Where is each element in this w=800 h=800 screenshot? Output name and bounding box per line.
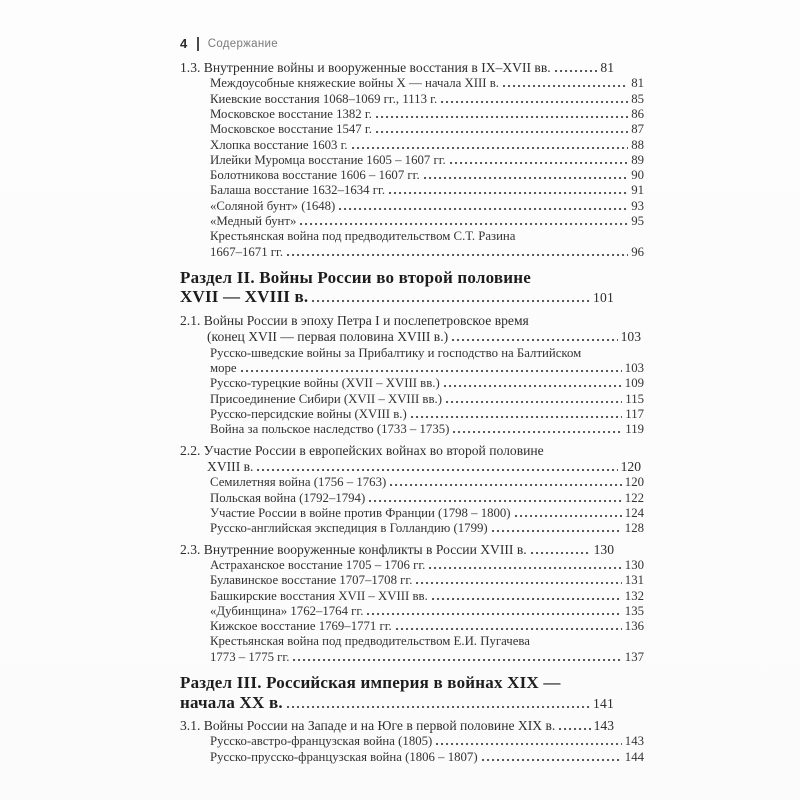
toc-entry-text: 2.3. Внутренние вооруженные конфликты в России XVIII в.	[180, 541, 527, 557]
dot-leader	[453, 431, 622, 433]
toc-page-number: 117	[625, 406, 644, 421]
toc-page-number: 103	[620, 329, 641, 345]
toc-row	[180, 183, 644, 198]
dot-leader	[352, 147, 629, 149]
dot-leader	[312, 300, 590, 302]
toc-entry-text: Русско-австро-французская война (1805)	[210, 734, 433, 749]
toc-page-number: 89	[631, 152, 644, 167]
toc-row	[180, 287, 614, 308]
toc-row	[180, 153, 644, 168]
toc-page-number: 135	[624, 603, 644, 618]
toc-row	[180, 92, 644, 107]
toc-page-number: 130	[624, 557, 644, 572]
toc-row	[180, 491, 644, 506]
toc-row	[180, 392, 644, 407]
dot-leader	[416, 582, 621, 584]
toc-entry-text: Польская война (1792–1794)	[210, 490, 366, 505]
toc-entry-text: 1667–1671 гг.	[210, 244, 284, 259]
dot-leader	[287, 706, 590, 708]
toc-page-number: 122	[624, 490, 644, 505]
toc-row	[180, 138, 644, 153]
toc-row	[180, 361, 644, 376]
dot-leader	[531, 552, 591, 554]
dot-leader	[436, 743, 622, 745]
toc-page-number: 88	[631, 137, 644, 152]
toc-row	[180, 734, 644, 749]
toc-entry-text: Война за польское наследство (1733 – 1735)	[210, 422, 450, 437]
toc-page-number: 130	[593, 541, 614, 557]
toc-row	[180, 573, 644, 588]
dot-leader	[367, 613, 621, 615]
dot-leader	[446, 401, 622, 403]
dot-leader	[369, 500, 622, 502]
toc-page-number: 136	[624, 619, 644, 634]
dot-leader	[257, 469, 617, 471]
toc-entry-text: Московское восстание 1382 г.	[210, 107, 372, 121]
toc-row	[180, 542, 614, 558]
running-head-page-number: 4	[180, 36, 188, 51]
toc-page-number: 109	[624, 376, 644, 391]
toc-row	[180, 619, 644, 634]
toc-page-number: 120	[620, 458, 641, 474]
toc-entry-text: Участие России в войне против Франции (1798 – 1800)	[210, 505, 511, 520]
dot-leader	[287, 254, 628, 256]
toc-page-number: 81	[631, 76, 644, 91]
toc-page-number: 143	[593, 718, 614, 734]
toc-entry-text: «Медный бунт»	[210, 214, 297, 229]
toc-row	[180, 107, 644, 122]
dot-leader	[411, 416, 622, 418]
toc-row	[180, 558, 644, 573]
toc-row	[180, 313, 614, 329]
toc-entry-text: «Дубинщина» 1762–1764 гг.	[210, 603, 364, 618]
toc-entry-text: Раздел III. Российская империя в войнах XIX —	[180, 673, 561, 693]
toc-row	[180, 650, 644, 665]
toc-row	[180, 122, 644, 137]
toc-entry-text: Русско-турецкие войны (XVII – XVIII вв.)	[210, 376, 440, 391]
toc-entry-text: Крестьянская война под предводительством С.Т. Разина	[210, 229, 516, 244]
dot-leader	[396, 628, 622, 630]
dot-leader	[515, 515, 622, 517]
toc-row	[180, 168, 644, 183]
toc-row	[180, 634, 644, 649]
toc-page-number: 115	[625, 391, 644, 406]
toc-page-number: 95	[631, 214, 644, 229]
toc-row	[180, 443, 614, 459]
toc-row	[180, 407, 644, 422]
toc-row	[180, 604, 644, 619]
toc-page-number: 81	[600, 60, 614, 75]
dot-leader	[293, 659, 621, 661]
dot-leader	[432, 598, 622, 600]
toc-row	[180, 376, 644, 391]
toc-entry-text: Астраханское восстание 1705 – 1706 гг.	[210, 557, 426, 572]
toc-row	[180, 475, 644, 490]
toc-page-number: 141	[593, 695, 614, 711]
dot-leader	[241, 370, 622, 372]
toc-page-number: 144	[624, 749, 644, 764]
dot-leader	[444, 385, 622, 387]
toc-page-number: 91	[631, 183, 644, 198]
toc-row	[180, 329, 641, 345]
toc-entry-text: Башкирские восстания XVII – XVIII вв.	[210, 588, 428, 603]
toc-page-number: 124	[624, 505, 644, 520]
dot-leader	[452, 339, 617, 341]
toc-row	[180, 718, 614, 734]
toc-row	[180, 422, 644, 437]
dot-leader	[450, 162, 628, 164]
toc-entry-text: Раздел II. Войны России во второй половине	[180, 267, 532, 287]
toc-entry-text: Русско-прусско-французская война (1806 – 1807)	[210, 749, 478, 764]
toc-page-number: 128	[624, 521, 644, 536]
toc-page-number: 90	[631, 168, 644, 183]
toc-entry-text: XVII — XVIII в.	[180, 287, 309, 307]
toc-row	[180, 199, 644, 214]
toc-page-number: 131	[624, 573, 644, 588]
toc-row	[180, 673, 614, 693]
toc-entry-text: Русско-шведские войны за Прибалтику и господство на Балтийском	[210, 345, 582, 360]
toc-entry-text: Киевские восстания 1068–1069 гг., 1113 г.	[210, 91, 438, 106]
dot-leader	[376, 116, 628, 118]
dot-leader	[559, 728, 590, 730]
toc-page-number: 143	[624, 734, 644, 749]
toc-page-number: 96	[631, 244, 644, 259]
toc-entry-text: 1.3. Внутренние войны и вооруженные восстания в IX–XVII вв.	[180, 60, 551, 75]
toc-entry-text: Илейки Муромца восстание 1605 – 1607 гг.	[210, 152, 446, 167]
toc-page-number: 93	[631, 198, 644, 213]
toc-row	[180, 245, 644, 260]
dot-leader	[300, 223, 628, 225]
running-head-divider	[197, 37, 199, 51]
toc-row	[180, 521, 644, 536]
toc-row	[180, 268, 614, 288]
toc-page-number: 137	[624, 649, 644, 664]
toc-entry-text: Булавинское восстание 1707–1708 гг.	[210, 573, 413, 588]
dot-leader	[339, 208, 628, 210]
dot-leader	[555, 70, 598, 72]
toc-entry-text: XVIII в.	[207, 458, 254, 474]
toc-entry-text: Хлопка восстание 1603 г.	[210, 137, 348, 152]
toc-entry-text: Болотникова восстание 1606 – 1607 гг.	[210, 168, 420, 183]
dot-leader	[424, 177, 629, 179]
dot-leader	[503, 85, 628, 87]
toc-row	[180, 589, 644, 604]
toc-entry-text: Московское восстание 1547 г.	[210, 122, 372, 137]
toc-entry-text: Русско-английская экспедиция в Голландию (1799)	[210, 521, 488, 536]
toc-entry-text: 2.1. Войны России в эпоху Петра I и послепетровское время	[180, 312, 529, 328]
toc-entry-text: 3.1. Войны России на Западе и на Юге в первой половине XIX в.	[180, 718, 556, 734]
toc-page-number: 101	[593, 290, 614, 306]
toc-row	[180, 214, 644, 229]
toc-content	[180, 36, 644, 765]
toc-entry-text: (конец XVII — первая половина XVIII в.)	[207, 329, 449, 345]
toc-page-number: 87	[631, 122, 644, 137]
table-of-contents	[180, 60, 644, 765]
toc-page-number: 85	[631, 91, 644, 106]
toc-page-number: 120	[624, 475, 644, 490]
toc-page-number: 103	[624, 361, 644, 376]
toc-row	[180, 60, 614, 76]
toc-entry-text: Балаша восстание 1632–1634 гг.	[210, 183, 386, 198]
dot-leader	[390, 484, 622, 486]
toc-entry-text: Кижское восстание 1769–1771 гг.	[210, 619, 392, 634]
dot-leader	[376, 131, 628, 133]
toc-entry-text: 1773 – 1775 гг.	[210, 649, 290, 664]
toc-entry-text: Русско-персидские войны (XVIII в.)	[210, 406, 407, 421]
running-head	[180, 36, 614, 51]
toc-row	[180, 459, 641, 475]
running-head-chapter-label: Содержание	[207, 37, 278, 50]
dot-leader	[492, 530, 622, 532]
toc-row	[180, 346, 644, 361]
dot-leader	[429, 567, 621, 569]
toc-entry-text: «Соляной бунт» (1648)	[210, 198, 336, 213]
toc-entry-text: Присоединение Сибири (XVII – XVIII вв.)	[210, 391, 442, 406]
dot-leader	[482, 759, 622, 761]
toc-entry-text: Семилетняя война (1756 – 1763)	[210, 475, 387, 490]
dot-leader	[441, 101, 628, 103]
toc-row	[180, 506, 644, 521]
toc-page-number: 119	[625, 422, 644, 437]
toc-row	[180, 750, 644, 765]
toc-entry-text: море	[210, 361, 237, 376]
dot-leader	[389, 192, 628, 194]
toc-page-number: 86	[631, 107, 644, 121]
toc-entry-text: Крестьянская война под предводительством Е.И. Пугачева	[210, 634, 530, 649]
toc-row	[180, 693, 614, 714]
toc-entry-text: Междоусобные княжеские войны X — начала XIII в.	[210, 76, 499, 91]
toc-entry-text: 2.2. Участие России в европейских войнах во второй половине	[180, 442, 544, 458]
toc-entry-text: начала XX в.	[180, 692, 283, 712]
toc-row	[180, 76, 644, 91]
toc-page-number: 132	[624, 588, 644, 603]
toc-row	[180, 229, 644, 244]
